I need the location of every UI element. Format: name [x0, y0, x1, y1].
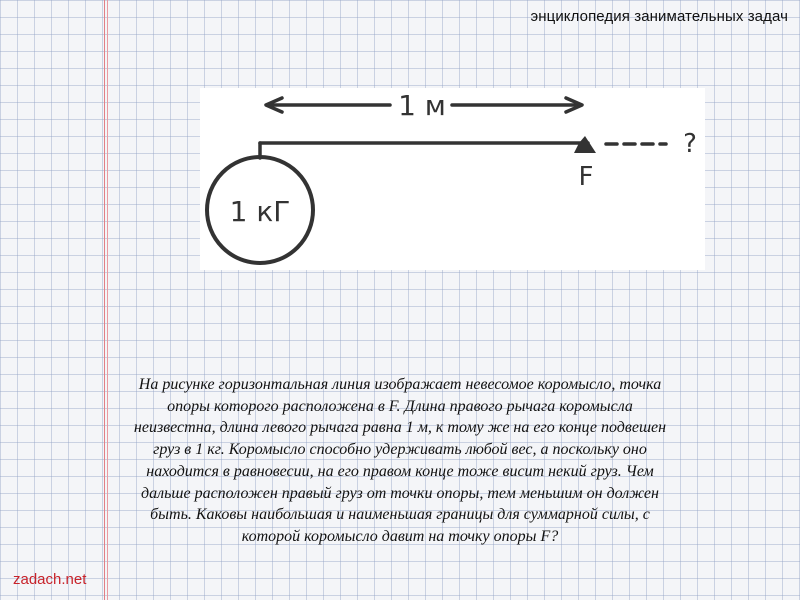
fulcrum-label: F [578, 162, 594, 192]
weight-label: 1 кГ [229, 195, 291, 228]
notebook-margin-line-second [107, 0, 108, 600]
lever-diagram [200, 88, 705, 270]
lever-diagram-svg [200, 88, 705, 270]
length-label: 1 м [398, 89, 446, 122]
problem-statement: На рисунке горизонтальная линия изображает невесомое коромысло, точка опоры которого расположена в F. Длина правого рычага коромысла неизвестна, длина левого рычага равна 1 м, к тому же на его конце подвешен груз в 1 кг. Коромысло способно удерживать любой вес, а поскольку оно находится в равновесии, на его правом конце тоже висит некий груз. Чем дальше расположен правый груз от точки опоры, тем меньшим он должен быть. Каковы наибольшая и наименьшая границы для суммарной силы, с которой коромысло давит на точку опоры F? [133, 376, 667, 545]
unknown-weight-label: ? [683, 129, 697, 159]
page-header-title: энциклопедия занимательных задач [530, 8, 788, 25]
notebook-margin-line [104, 0, 105, 600]
site-watermark: zadach.net [13, 571, 87, 588]
